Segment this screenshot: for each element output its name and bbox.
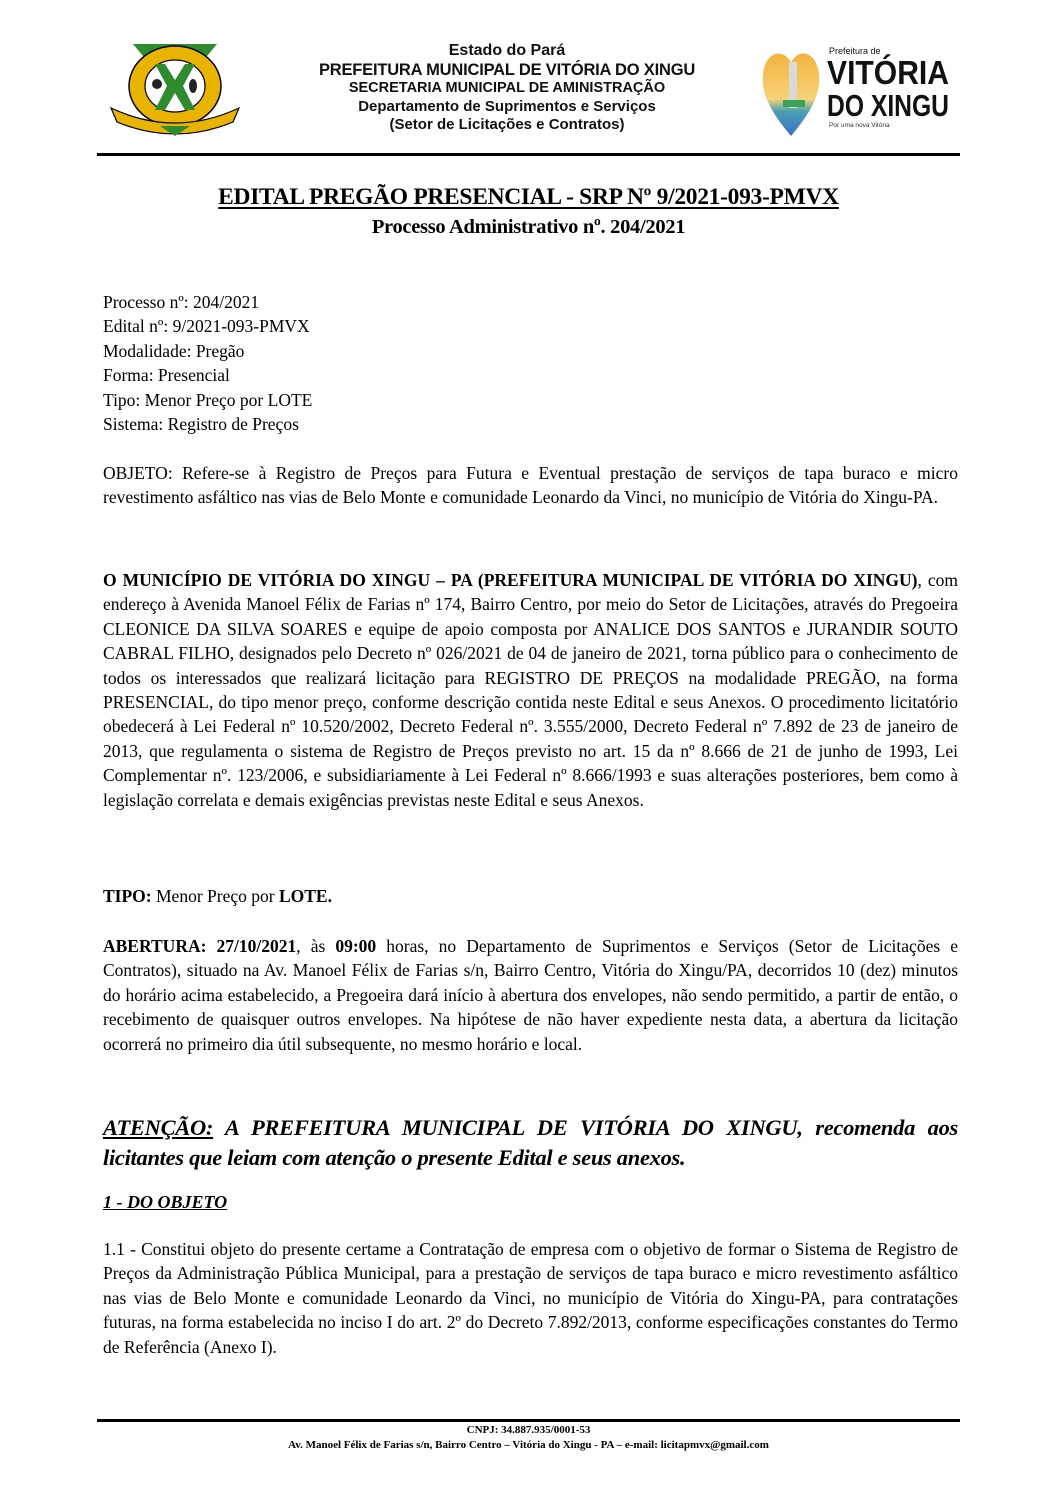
sector-name: (Setor de Licitações e Contratos) — [389, 116, 625, 133]
footer-divider — [97, 1419, 960, 1422]
abertura-time: 09:00 — [335, 936, 377, 956]
info-line: Forma: Presencial — [103, 365, 230, 386]
info-line: Tipo: Menor Preço por LOTE — [103, 389, 313, 410]
letterhead — [97, 30, 960, 152]
document-title: EDITAL PREGÃO PRESENCIAL - SRP Nº 9/2021-093-PMVX — [218, 184, 839, 210]
letterhead-text — [257, 42, 757, 135]
footer-cnpj: CNPJ: 34.887.935/0001-53 — [466, 1424, 591, 1436]
info-line: Edital nº: 9/2021-093-PMVX — [103, 316, 310, 337]
municipal-seal-logo — [105, 38, 245, 138]
municipio-bold: O MUNICÍPIO DE VITÓRIA DO XINGU – PA (PREFEITURA MUNICIPAL DE VITÓRIA DO XINGU) — [103, 570, 918, 590]
department-name: Departamento de Suprimentos e Serviços — [358, 97, 656, 115]
abertura-text-2: horas, no Departamento de Suprimentos e Serviços (Setor de Licitações e Contratos), situado na Av. Manoel Félix de Farias s/n, Bairro Centro, Vitória do Xingu/PA, decorridos 10 (dez) minutos do horário acima estabelecido, a Pregoeira dará início à abertura dos envelopes, não sendo permitido, a partir de então, o recebimento de quaisquer outros envelopes. Na hipótese de não haver expediente nesta data, a abertura da licitação ocorrerá no primeiro dia útil subsequente, no mesmo horário e local. — [103, 936, 958, 1054]
atencao-text: A PREFEITURA MUNICIPAL DE VITÓRIA DO XINGU, recomenda aos licitantes que leiam com atenção o presente Edital e seus anexos. — [103, 1115, 958, 1170]
section-heading: 1 - DO OBJETO — [103, 1192, 228, 1212]
info-line: Modalidade: Pregão — [103, 340, 245, 361]
process-info — [103, 290, 312, 436]
svg-text:Prefeitura de: Prefeitura de — [829, 46, 881, 56]
atencao-label: ATENÇÃO: — [103, 1115, 214, 1140]
tipo-paragraph — [103, 884, 958, 908]
vitoria-do-xingu-logo — [759, 40, 959, 138]
atencao-notice — [103, 1113, 958, 1173]
header-divider — [97, 153, 960, 156]
svg-text:Por uma nova Vitória: Por uma nova Vitória — [829, 122, 890, 129]
footer-address: Av. Manoel Félix de Farias s/n, Bairro Centro – Vitória do Xingu - PA – e-mail: licitapmvx@gmail.com — [288, 1439, 769, 1451]
municipio-paragraph — [103, 568, 958, 812]
abertura-paragraph — [103, 934, 958, 1056]
tipo-value: LOTE. — [278, 886, 332, 906]
tipo-text: Menor Preço por — [151, 886, 279, 906]
info-line: Processo nº: 204/2021 — [103, 292, 260, 312]
document-subtitle: Processo Administrativo nº. 204/2021 — [371, 216, 686, 238]
svg-text:DO XINGU: DO XINGU — [827, 88, 949, 123]
prefecture-name: PREFEITURA MUNICIPAL DE VITÓRIA DO XINGU — [318, 60, 696, 79]
abertura-text-1: , às — [296, 936, 336, 956]
abertura-label: ABERTURA: 27/10/2021 — [103, 936, 297, 956]
tipo-label: TIPO: — [103, 886, 152, 906]
state-name: Estado do Pará — [448, 42, 566, 59]
svg-text:VITÓRIA: VITÓRIA — [827, 54, 949, 91]
secretariat-name: SECRETARIA MUNICIPAL DE AMINISTRAÇÃO — [348, 80, 666, 96]
objeto-paragraph: OBJETO: Refere-se à Registro de Preços para Futura e Eventual prestação de serviços de tapa buraco e micro revestimento asfáltico nas vias de Belo Monte e comunidade Leonardo da Vinci, no município de Vitória do Xingu-PA. — [103, 463, 958, 508]
section-item-1-1: 1.1 - Constitui objeto do presente certame a Contratação de empresa com o objetivo de formar o Sistema de Registro de Preços da Administração Pública Municipal, para a prestação de serviços de tapa buraco e micro revestimento asfáltico nas vias de Belo Monte e comunidade Leonardo da Vinci, no município de Vitória do Xingu-PA, para contratações futuras, na forma estabelecida no inciso I do art. 2º do Decreto 7.892/2013, conforme especificações constantes do Termo de Referência (Anexo I). — [103, 1239, 958, 1357]
info-line: Sistema: Registro de Preços — [103, 414, 299, 435]
municipio-text: , com endereço à Avenida Manoel Félix de Farias nº 174, Bairro Centro, por meio do Setor de Licitações, através do Pregoeira CLEONICE DA SILVA SOARES e equipe de apoio composta por ANALICE DOS SANTOS e JURANDIR SOUTO CABRAL FILHO, designados pelo Decreto nº 026/2021 de 04 de janeiro de 2021, torna público para o conhecimento de todos os interessados que realizará licitação para REGISTRO DE PREÇOS na modalidade PREGÃO, na forma PRESENCIAL, do tipo menor preço, conforme descrição contida neste Edital e seus Anexos. O procedimento licitatório obedecerá à Lei Federal nº 10.520/2002, Decreto Federal nº. 3.555/2000, Decreto Federal nº 7.892 de 23 de janeiro de 2013, que regulamenta o sistema de Registro de Preços previsto no art. 15 da nº 8.666 de 21 de junho de 1993, Lei Complementar nº. 123/2006, e subsidiariamente à Lei Federal nº 8.666/1993 e suas alterações posteriores, bem como à legislação correlata e demais exigências previstas neste Edital e seus Anexos. — [103, 570, 958, 810]
